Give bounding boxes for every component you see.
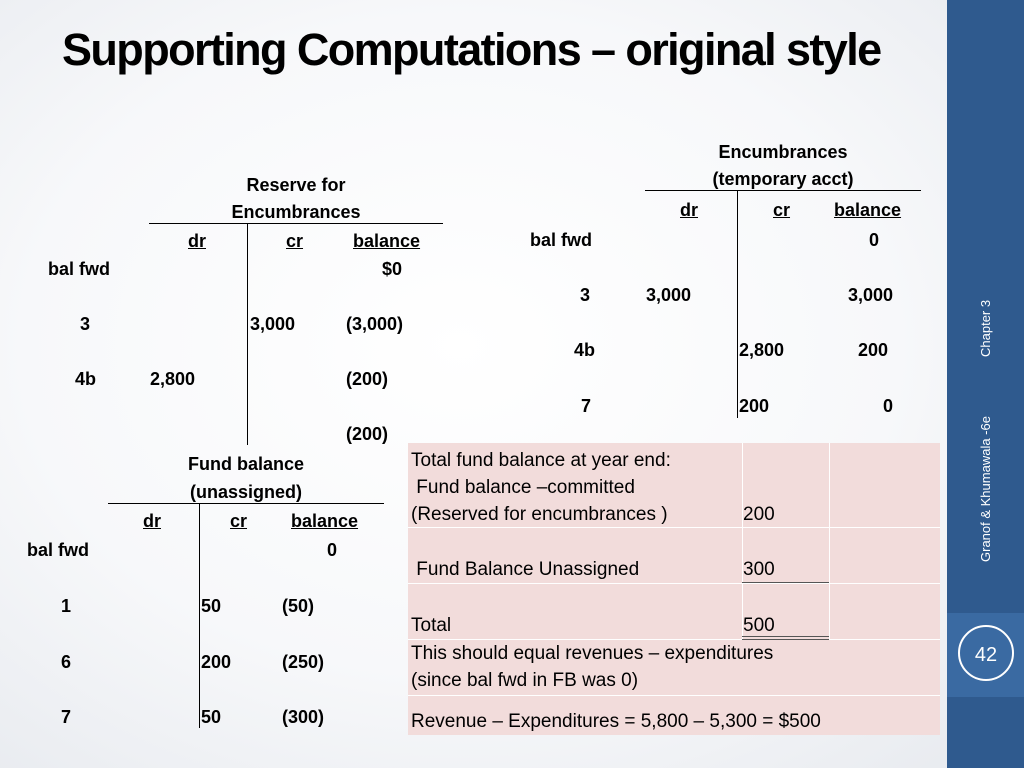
encumbrances-col-cr: cr — [773, 200, 791, 220]
reserve-row-ref: 4b — [75, 369, 97, 389]
summary-heading: Total fund balance at year end: — [411, 450, 671, 471]
fund-balance-row-ref: bal fwd — [27, 540, 89, 560]
fund-balance-row-balance: (300) — [282, 707, 325, 727]
summary-total-value: 500 — [743, 615, 775, 636]
fund-balance-col-dr: dr — [143, 511, 161, 531]
reserve-divider — [247, 223, 248, 445]
fund-balance-title-line1: Fund balance — [187, 454, 304, 474]
summary-equation: Revenue – Expenditures = 5,800 – 5,300 = $500 — [411, 711, 821, 732]
summary-grid-line — [742, 443, 743, 639]
encumbrances-row-ref: 7 — [581, 396, 592, 416]
encumbrances-row-ref: 3 — [580, 285, 591, 305]
summary-note-line1: This should equal revenues – expenditures — [411, 643, 774, 664]
encumbrances-header-rule — [645, 190, 921, 191]
encumbrances-row-balance: 200 — [858, 340, 889, 360]
summary-note-line2: (since bal fwd in FB was 0) — [411, 670, 639, 691]
encumbrances-row-balance: 3,000 — [848, 285, 894, 305]
summary-committed-label: Fund balance –committed — [411, 477, 635, 498]
summary-total-label: Total — [411, 615, 452, 636]
encumbrances-col-dr: dr — [680, 200, 698, 220]
reserve-title-line2: Encumbrances — [231, 202, 361, 222]
summary-grid-line — [408, 583, 940, 584]
encumbrances-row-cr: 2,800 — [739, 340, 785, 360]
fund-balance-row-cr: 50 — [201, 707, 222, 727]
fund-balance-header-rule — [108, 503, 384, 504]
summary-committed-sublabel: (Reserved for encumbrances ) — [411, 504, 668, 525]
encumbrances-row-dr: 3,000 — [646, 285, 692, 305]
encumbrances-title-line1: Encumbrances — [718, 142, 848, 162]
fund-balance-col-cr: cr — [230, 511, 248, 531]
reserve-row-balance: $0 — [382, 259, 403, 279]
reserve-title-line1: Reserve for — [246, 175, 346, 195]
fund-balance-row-ref: 7 — [61, 707, 72, 727]
reserve-col-balance: balance — [353, 231, 421, 251]
reserve-row-dr: 2,800 — [150, 369, 196, 389]
encumbrances-col-balance: balance — [834, 200, 902, 220]
fund-balance-row-balance: 0 — [327, 540, 338, 560]
encumbrances-row-ref: 4b — [574, 340, 596, 360]
fund-balance-row-balance: (50) — [282, 596, 315, 616]
summary-total-rule-1 — [742, 636, 829, 637]
encumbrances-row-balance: 0 — [869, 230, 880, 250]
summary-grid-line — [829, 443, 830, 639]
summary-committed-value: 200 — [743, 504, 775, 525]
fund-balance-row-balance: (250) — [282, 652, 325, 672]
reserve-row-ref: bal fwd — [48, 259, 110, 279]
reserve-col-dr: dr — [188, 231, 206, 251]
fund-balance-col-balance: balance — [291, 511, 359, 531]
footer-author: Granof & Khumawala -6e — [978, 416, 993, 562]
fund-balance-row-ref: 1 — [61, 596, 72, 616]
summary-unassigned-value: 300 — [743, 559, 775, 580]
reserve-row-balance: (200) — [346, 369, 389, 389]
encumbrances-row-balance: 0 — [883, 396, 894, 416]
page-number: 42 — [958, 625, 1014, 681]
summary-box — [408, 443, 940, 735]
fund-balance-row-cr: 200 — [201, 652, 232, 672]
fund-balance-row-ref: 6 — [61, 652, 72, 672]
encumbrances-row-cr: 200 — [739, 396, 770, 416]
fund-balance-row-cr: 50 — [201, 596, 222, 616]
encumbrances-row-ref: bal fwd — [530, 230, 592, 250]
summary-subtotal-rule — [742, 582, 829, 583]
chapter-label: Chapter 3 — [978, 299, 993, 357]
reserve-header-rule — [149, 223, 443, 224]
reserve-col-cr: cr — [286, 231, 304, 251]
summary-grid-line — [408, 695, 940, 696]
summary-unassigned-label: Fund Balance Unassigned — [411, 559, 640, 580]
encumbrances-divider — [737, 190, 738, 418]
encumbrances-title-line2: (temporary acct) — [712, 169, 854, 189]
fund-balance-title-line2: (unassigned) — [189, 482, 302, 502]
reserve-row-balance: (3,000) — [346, 314, 404, 334]
reserve-row-balance: (200) — [346, 424, 389, 444]
fund-balance-divider — [199, 503, 200, 728]
reserve-row-ref: 3 — [80, 314, 91, 334]
reserve-row-cr: 3,000 — [250, 314, 296, 334]
slide-title: Supporting Computations – original style — [62, 24, 881, 75]
